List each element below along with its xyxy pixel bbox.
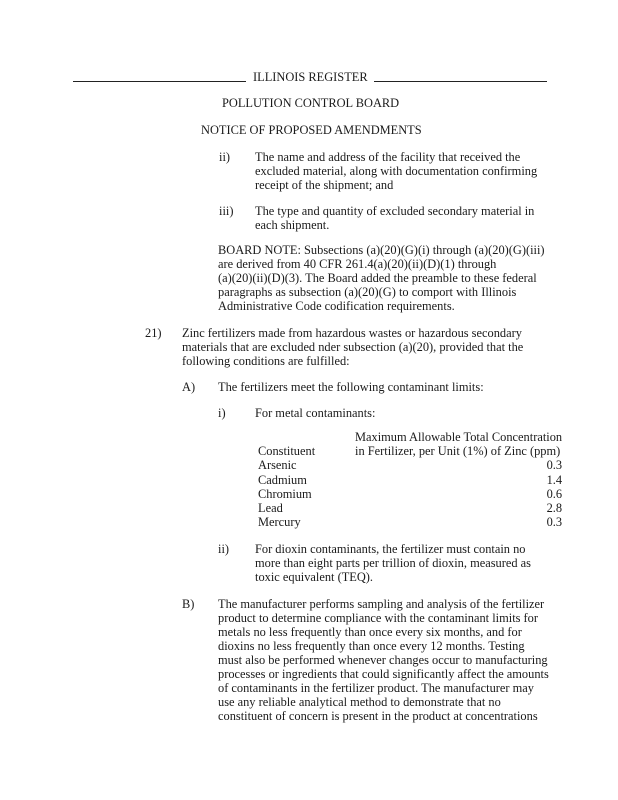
- item-ii-line: The name and address of the facility that received the: [255, 150, 521, 164]
- item-a-ii-line: For dioxin contaminants, the fertilizer must contain no: [255, 542, 526, 556]
- item-21-line: materials that are excluded nder subsection (a)(20), provided that the: [182, 340, 524, 354]
- constituent-header: Constituent: [258, 444, 316, 459]
- item-a-marker: A): [182, 380, 196, 394]
- board-note-line: BOARD NOTE: Subsections (a)(20)(G)(i) through (a)(20)(G)(iii): [218, 243, 545, 257]
- item-b-line: The manufacturer performs sampling and analysis of the fertilizer: [218, 597, 545, 611]
- constituent-value: 1.4: [546, 472, 563, 487]
- table-row: [258, 515, 562, 529]
- board-note-line: (a)(20)(ii)(D)(3). The Board added the preamble to these federal: [218, 271, 537, 285]
- item-b-line: must also be performed whenever changes occur to manufacturing: [218, 653, 548, 667]
- item-iii-marker: iii): [219, 204, 234, 218]
- table-row: [258, 458, 562, 472]
- item-a-text: The fertilizers meet the following contaminant limits:: [218, 380, 484, 394]
- item-a-i-marker: i): [218, 406, 226, 420]
- item-b-line: processes or ingredients that could significantly affect the amounts: [218, 667, 549, 681]
- constituent-name: Arsenic: [258, 458, 297, 473]
- concentration-header-line: Maximum Allowable Total Concentration: [355, 430, 563, 444]
- item-a-ii-line: more than eight parts per trillion of dioxin, measured as: [255, 556, 531, 570]
- item-b-line: product to determine compliance with the contaminant limits for: [218, 611, 539, 625]
- item-b-line: use any reliable analytical method to demonstrate that no: [218, 695, 501, 709]
- register-title: ILLINOIS REGISTER: [253, 70, 368, 84]
- item-b-line: dioxins no less frequently than once every 12 months. Testing: [218, 639, 525, 653]
- item-b-line: of contaminants in the fertilizer product. The manufacturer may: [218, 681, 534, 695]
- constituent-value: 0.3: [546, 458, 563, 473]
- constituent-name: Lead: [258, 501, 283, 516]
- item-ii-marker: ii): [219, 150, 231, 164]
- item-b-line: metals no less frequently than once every six months, and for: [218, 625, 522, 639]
- item-a-ii-line: toxic equivalent (TEQ).: [255, 570, 374, 584]
- item-ii-line: receipt of the shipment; and: [255, 178, 394, 192]
- board-note-line: are derived from 40 CFR 261.4(a)(20)(ii)(D)(1) through: [218, 257, 497, 271]
- item-ii-line: excluded material, along with documentation confirming: [255, 164, 538, 178]
- item-21-line: following conditions are fulfilled:: [182, 354, 350, 368]
- item-a-i-text: For metal contaminants:: [255, 406, 376, 420]
- concentration-header-line: in Fertilizer, per Unit (1%) of Zinc (ppm): [355, 444, 561, 459]
- table-row: [258, 473, 562, 487]
- item-b-marker: B): [182, 597, 195, 611]
- item-21-line: Zinc fertilizers made from hazardous wastes or hazardous secondary: [182, 326, 522, 340]
- table-row: [258, 501, 562, 515]
- constituent-name: Mercury: [258, 515, 301, 530]
- notice-title: NOTICE OF PROPOSED AMENDMENTS: [201, 123, 422, 137]
- board-title: POLLUTION CONTROL BOARD: [222, 96, 400, 110]
- constituent-value: 0.3: [546, 515, 563, 530]
- table-header-row: [258, 444, 562, 458]
- item-iii-line: The type and quantity of excluded secondary material in: [255, 204, 535, 218]
- item-b-line: constituent of concern is present in the product at concentrations: [218, 709, 538, 723]
- item-a-ii-marker: ii): [218, 542, 230, 556]
- constituent-name: Chromium: [258, 486, 312, 501]
- board-note-line: Administrative Code codification requirements.: [218, 299, 455, 313]
- item-iii-line: each shipment.: [255, 218, 330, 232]
- constituent-value: 2.8: [546, 501, 563, 516]
- concentration-table: [258, 430, 562, 529]
- constituent-value: 0.6: [546, 486, 563, 501]
- board-note-line: paragraphs as subsection (a)(20)(G) to comport with Illinois: [218, 285, 517, 299]
- item-21-marker: 21): [145, 326, 162, 340]
- table-header-row: [258, 430, 562, 444]
- constituent-name: Cadmium: [258, 472, 307, 487]
- table-row: [258, 487, 562, 501]
